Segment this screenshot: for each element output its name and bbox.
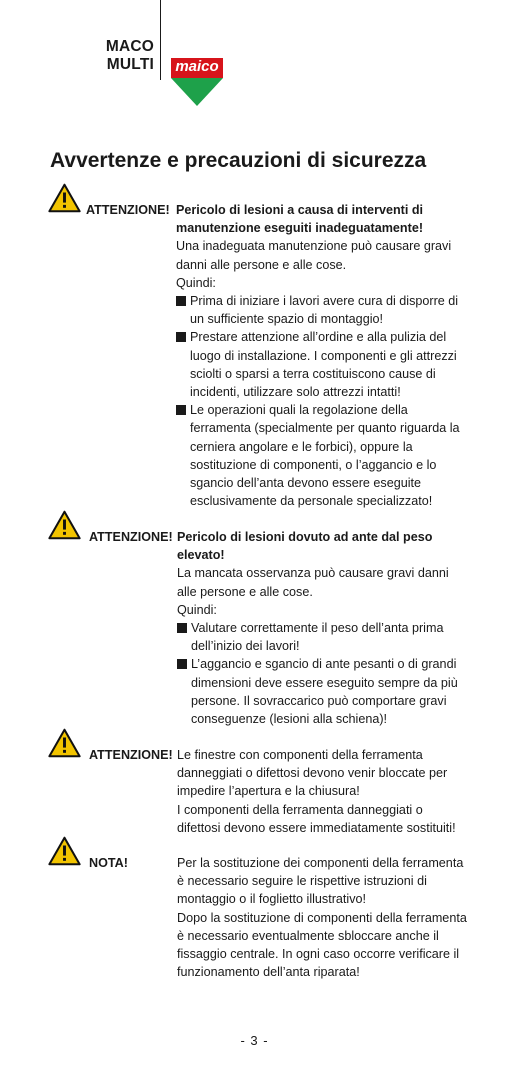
note-paragraph: Per la sostituzione dei componenti della ferramenta è necessario seguire le rispettive istruzioni di montaggio o il foglietto illustrativo!: [177, 856, 464, 907]
bullet-item: Le operazioni quali la regolazione della ferramenta (specialmente per quanto riguarda la cerniera angolare e le forbici), oppure la sostituzione di componenti, o l’aggancio e lo sgancio dell’anta devono essere eseguite esclusivamente da personale specializzato!: [176, 401, 466, 510]
warning-triangle-icon: [48, 836, 81, 866]
note-label: NOTA!: [89, 856, 128, 870]
warning-paragraph: I componenti della ferramenta danneggiati o difettosi devono essere immediatamente sostituiti!: [177, 802, 456, 835]
warning-label: ATTENZIONE!: [89, 530, 173, 544]
note-paragraph: Dopo la sostituzione di componenti della ferramenta è necessario eventualmente sbloccare anche il fissaggio centrale. In ogni caso occorre verificare il funzionamento dell’anta riparata!: [177, 910, 467, 980]
warning-triangle-icon: [48, 728, 81, 758]
warning-paragraph: Una inadeguata manutenzione può causare gravi danni alle persone e alle cose.: [176, 239, 452, 272]
warning-paragraph: La mancata osservanza può causare gravi danni alle persone e alle cose.: [177, 566, 449, 599]
warning-triangle-icon: [48, 183, 81, 213]
warning-bullet-list: [176, 292, 466, 510]
warning-body: [177, 746, 467, 837]
page-number: - 3 -: [240, 1033, 269, 1048]
page-header: [0, 0, 509, 120]
page-title: Avvertenze e precauzioni di sicurezza: [50, 149, 427, 172]
bullet-item: L’aggancio e sgancio di ante pesanti o di grandi dimensioni deve essere eseguito sempre da più persone. Il sovraccarico può comportare gravi conseguenze (lesioni alla schiena)!: [177, 655, 467, 728]
warning-paragraph: Le finestre con componenti della ferramenta danneggiati o difettosi devono venir bloccate per impedire l’apertura e la chiusura!: [177, 748, 448, 799]
warning-label: ATTENZIONE!: [86, 203, 170, 217]
bullet-item: Prestare attenzione all’ordine e alla pulizia del luogo di installazione. I componenti e gli attrezzi sciolti o sparsi a terra costituiscono cause di incidenti, utilizzare solo attrezzi intatti!: [176, 328, 466, 401]
warning-paragraph: Quindi:: [176, 275, 216, 290]
warning-bullet-list: [177, 619, 467, 728]
brand-divider: [160, 0, 161, 80]
warning-heading: Pericolo di lesioni a causa di interventi di manutenzione eseguiti inadeguatamente!: [176, 203, 424, 236]
maco-multi-brand: [102, 38, 154, 74]
brand-line-2: MULTI: [106, 56, 154, 73]
brand-line-1: MACO: [105, 38, 154, 55]
warning-heading: Pericolo di lesioni dovuto ad ante dal peso elevato!: [177, 530, 433, 563]
warning-label: ATTENZIONE!: [89, 748, 173, 762]
warning-body: [176, 201, 466, 510]
warning-triangle-icon: [48, 510, 81, 540]
bullet-item: Valutare correttamente il peso dell’anta prima dell’inizio dei lavori!: [177, 619, 467, 655]
maico-logo-text: maico: [175, 58, 219, 75]
warning-paragraph: Quindi:: [177, 602, 217, 617]
bullet-item: Prima di iniziare i lavori avere cura di disporre di un sufficiente spazio di montaggio!: [176, 292, 466, 328]
maico-logo-icon: [168, 48, 226, 110]
warning-body: [177, 528, 467, 728]
note-body: [177, 854, 467, 981]
